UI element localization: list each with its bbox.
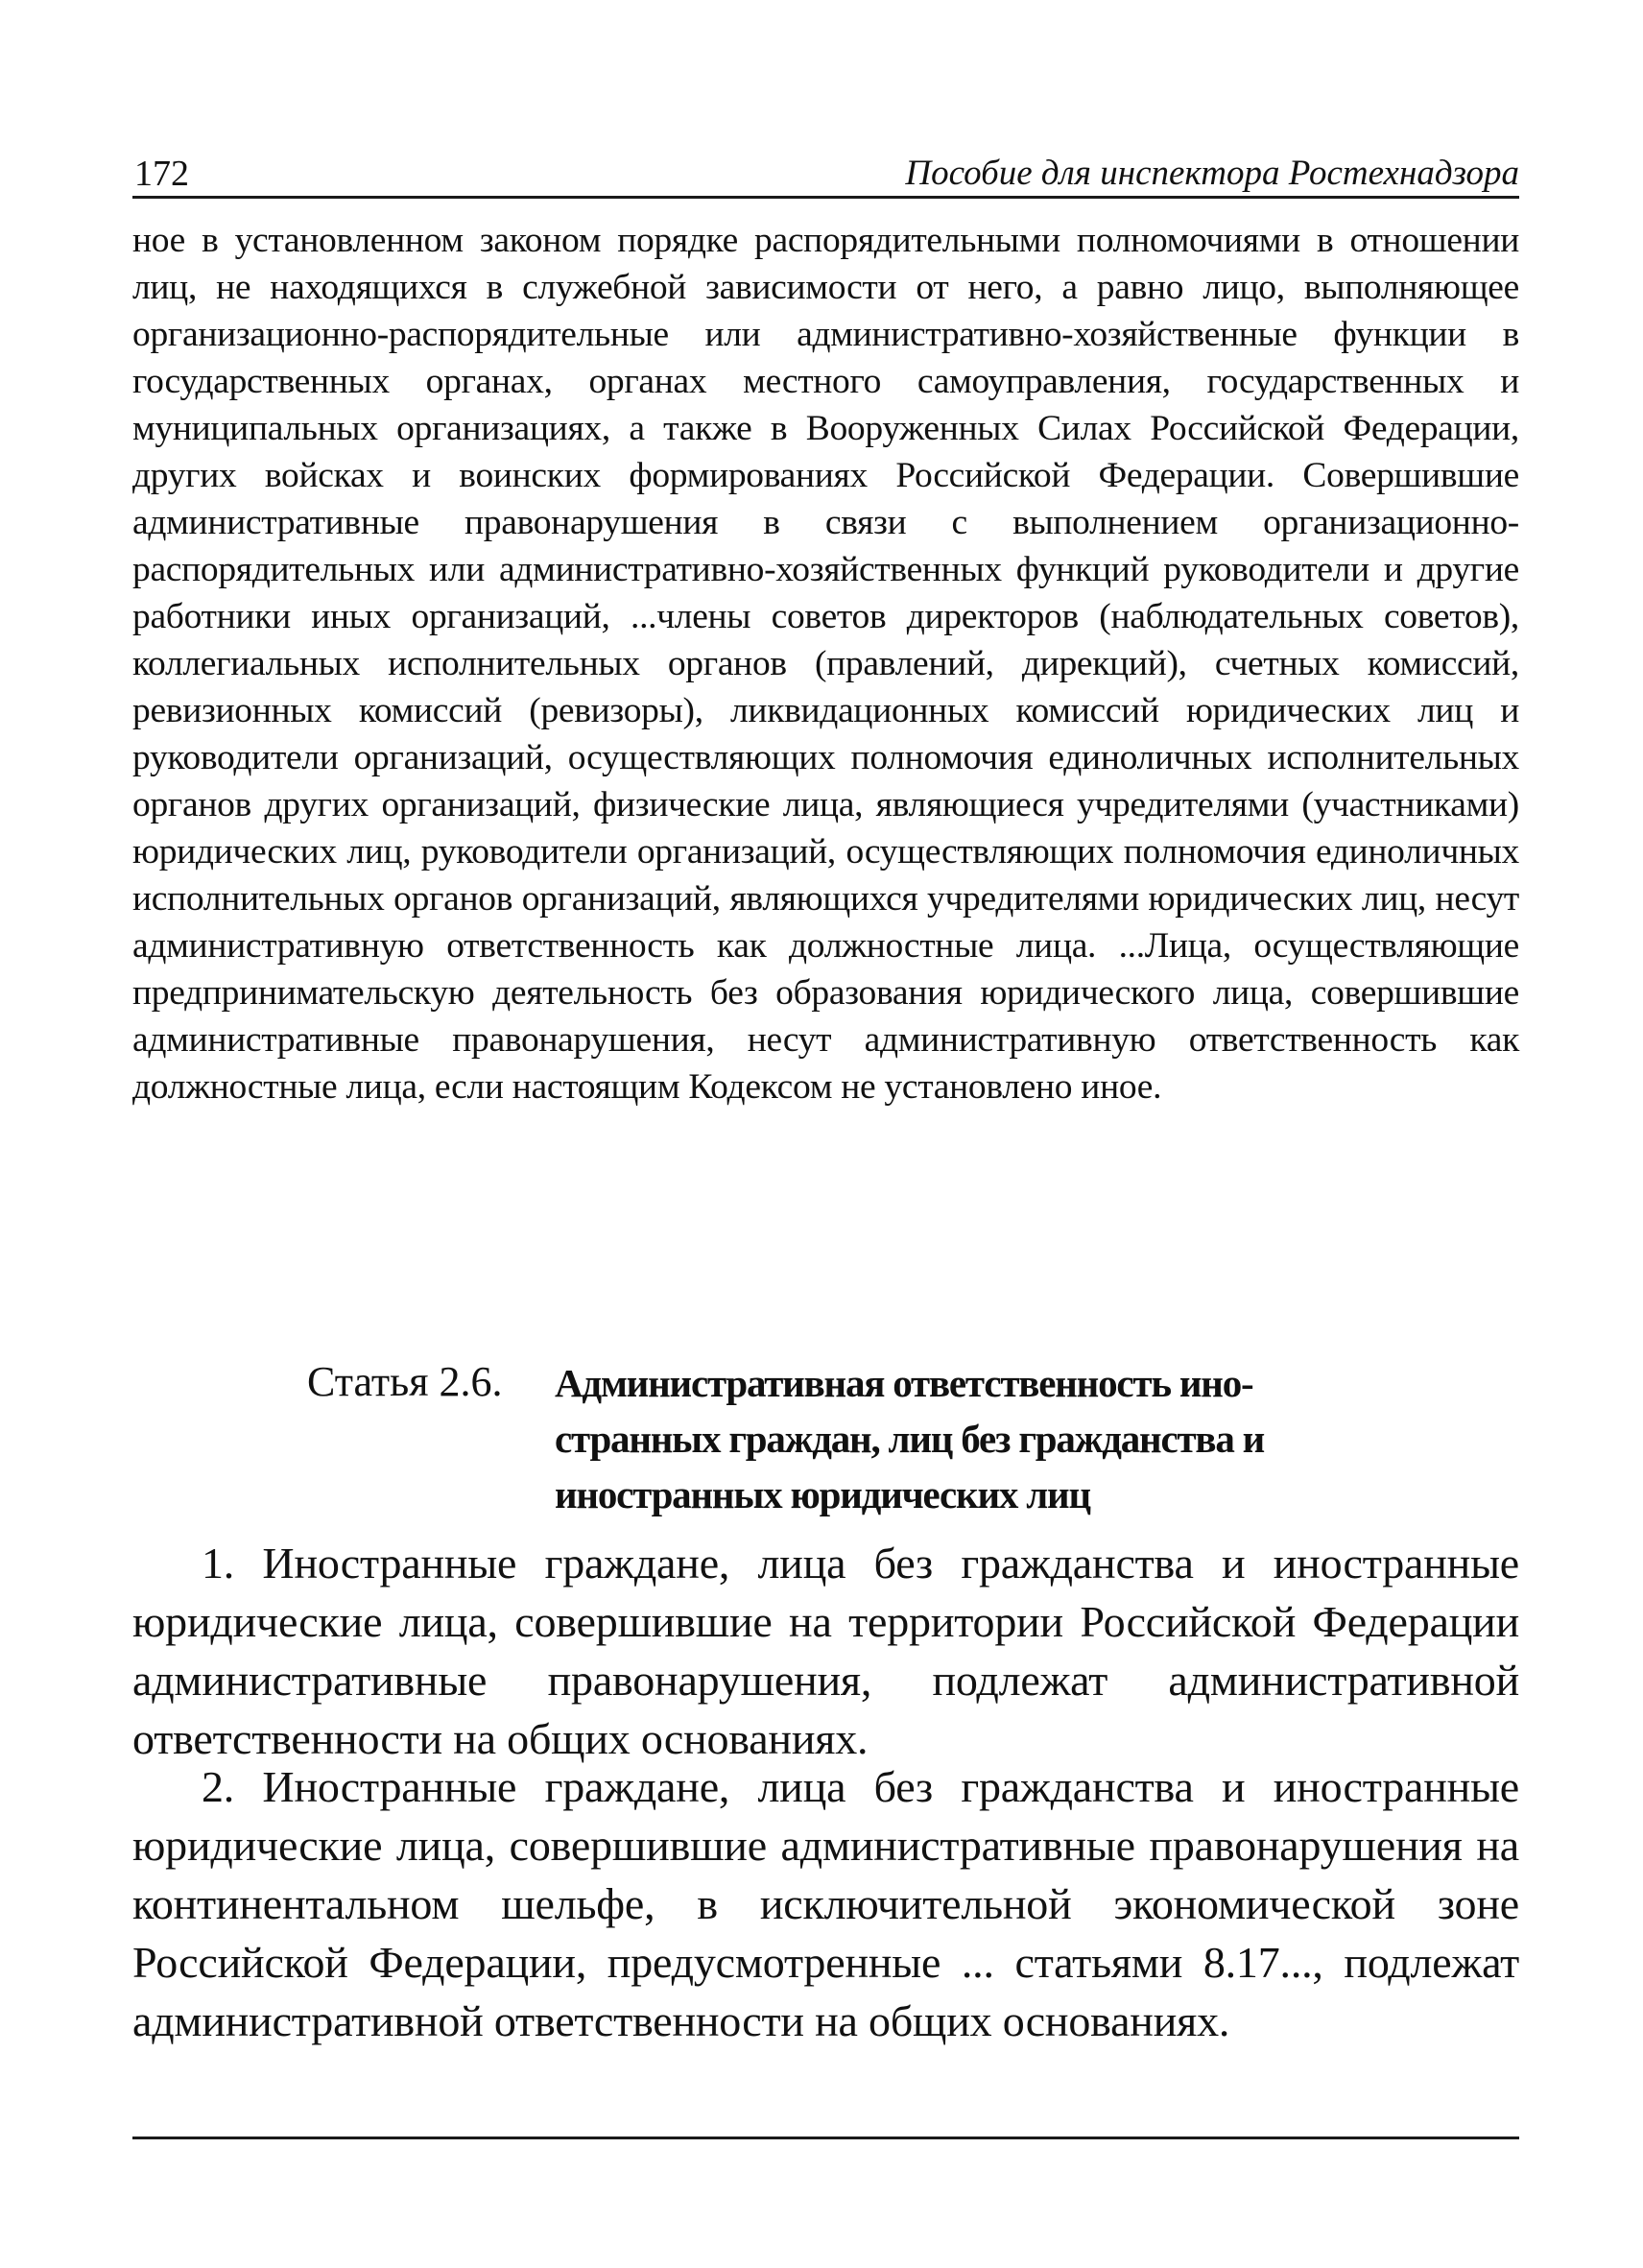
article-heading bbox=[307, 1355, 1382, 1528]
running-title: Пособие для инспектора Ростехнадзора bbox=[905, 154, 1519, 193]
clause-1: 1. Иностранные граждане, лица без гражданства и иностранные юридические лица, совершившие на территории Российской Федерации административные правонарушения, подлежат административной ответственности на общих основаниях. bbox=[132, 1539, 1519, 1763]
article-label: Статья 2.6. bbox=[307, 1358, 503, 1405]
clause-2: 2. Иностранные граждане, лица без гражданства и иностранные юридические лица, совершившие административные правонарушения на континентальном шельфе, в исключительной экономической зоне Российской Федерации, предусмотренные ... статьями 8.17..., подлежат административной ответственности на общих основаниях. bbox=[132, 1762, 1519, 2045]
page-header bbox=[132, 142, 1519, 199]
body-paragraph: ное в установленном законом порядке распорядительными полномочиями в отношении лиц, не находящихся в служебной зависимости от него, а равно лицо, выполняющее организационно-распорядительные или административно-хозяйственные функции в государственных органах, органах местного самоуправления, государственных и муниципальных организациях, а также в Вооруженных Силах Российской Федерации, других войсках и воинских формированиях Российской Федерации. Совершившие административные правонарушения в связи с выполнением организационно-распорядительных или административно-хозяйственных функций руководители и другие работники иных организаций, ...члены советов директоров (наблюдательных советов), коллегиальных исполнительных органов (правлений, дирекций), счетных комиссий, ревизионных комиссий (ревизоры), ликвидационных комиссий юридических лиц и руководители организаций, осуществляющих полномочия единоличных исполнительных органов других организаций, физические лица, являющиеся учредителями (участниками) юридических лиц, руководители организаций, осуществляющих полномочия единоличных исполнительных органов организаций, являющихся учредителями юридических лиц, несут административную ответственность как должностные лица. ...Лица, осуществляющие предпринимательскую деятельность без образования юридического лица, совершившие административные правонарушения, несут административную ответственность как должностные лица, если настоящим Кодексом не установлено иное. bbox=[132, 221, 1519, 1107]
page-number: 172 bbox=[134, 154, 189, 194]
article-title: Административная ответственность иностранных граждан, лиц без гражданства и иностранных юридических лиц bbox=[555, 1361, 1265, 1516]
footer-rule bbox=[132, 2137, 1519, 2139]
